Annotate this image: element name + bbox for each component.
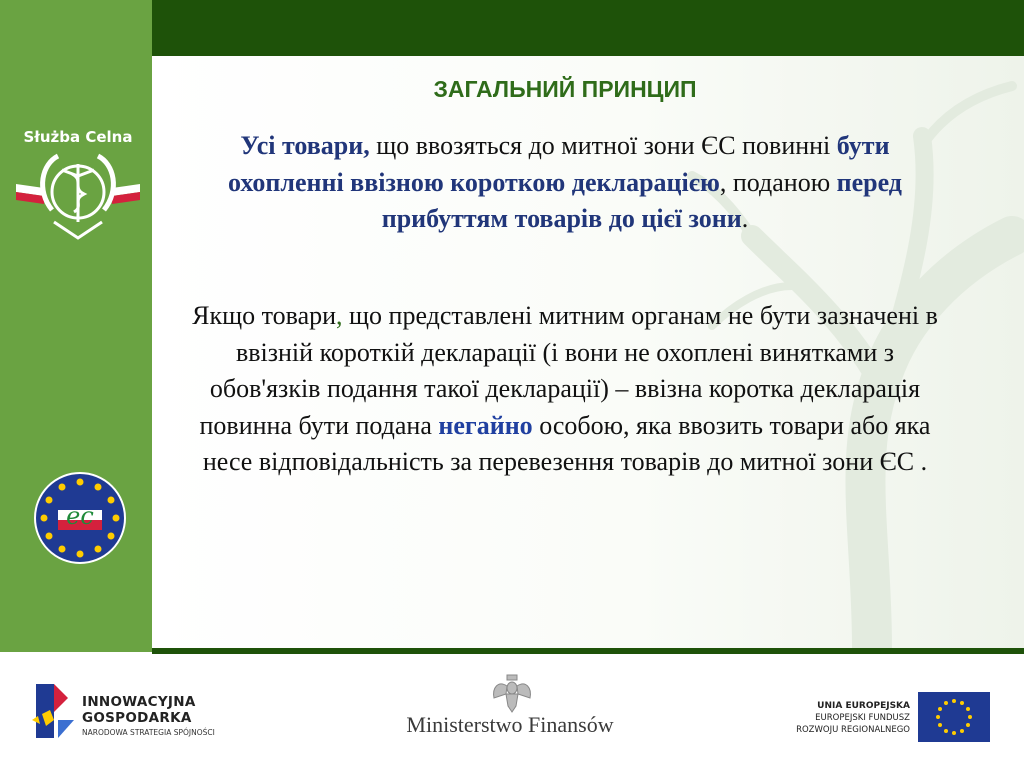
ministry-of-finance-label: Ministerstwo Finansów — [406, 712, 614, 737]
p2-seg-2: , — [336, 301, 343, 330]
eu-ec-badge-icon — [30, 472, 130, 564]
eu-regional-line: ROZWOJU REGIONALNEGO — [796, 725, 910, 735]
p2-seg-3: що представлені митним органам не бути зазначені в ввізній короткій декларації (і вони не охоплені винятками з обов'язків подання такої декларації) – ввізна коротка декларація повинна бути подана — [199, 301, 938, 440]
innovative-economy-title: INNOWACYJNA — [82, 694, 196, 710]
slide-title: ЗАГАЛЬНИЙ ПРИНЦИП — [433, 76, 697, 102]
eu-union-label: UNIA EUROPEJSKA — [817, 701, 910, 711]
p1-seg-3: бути охопленні ввізною короткою декларацією — [228, 131, 890, 197]
innovative-economy-logo-icon — [28, 680, 78, 742]
paragraph-general-principle — [200, 128, 930, 238]
customs-service-label: Służba Celna — [23, 128, 133, 146]
eu-flag-icon — [918, 692, 990, 742]
p1-seg-1: Усі товари, — [240, 131, 370, 160]
innovative-economy-subtitle: GOSPODARKA — [82, 710, 192, 726]
p1-seg-5: перед прибуттям товарів до цієї зони — [381, 167, 902, 233]
p1-seg-4: , поданою — [719, 167, 837, 197]
eu-fund-line: EUROPEJSKI FUNDUSZ — [815, 713, 910, 723]
national-strategy-label: NARODOWA STRATEGIA SPÓJNOŚCI — [82, 728, 215, 737]
ec-mark: ec — [66, 502, 94, 530]
p1-seg-2: що ввозяться до митної зони ЄС повинні — [369, 131, 837, 160]
polish-eagle-icon — [490, 674, 534, 714]
p2-seg-4: негайно — [438, 410, 533, 440]
customs-emblem-icon — [14, 150, 142, 242]
eu-fund-label — [740, 700, 910, 736]
p2-seg-5: особою, яка ввозить товари або яка несе відповідальність за перевезення товарів до митної зони ЄС . — [202, 410, 931, 476]
top-bar — [152, 0, 1024, 56]
p1-seg-6: . — [741, 204, 749, 233]
p2-seg-1: Якщо товари — [192, 301, 337, 330]
paragraph-immediate-filing — [190, 298, 940, 481]
